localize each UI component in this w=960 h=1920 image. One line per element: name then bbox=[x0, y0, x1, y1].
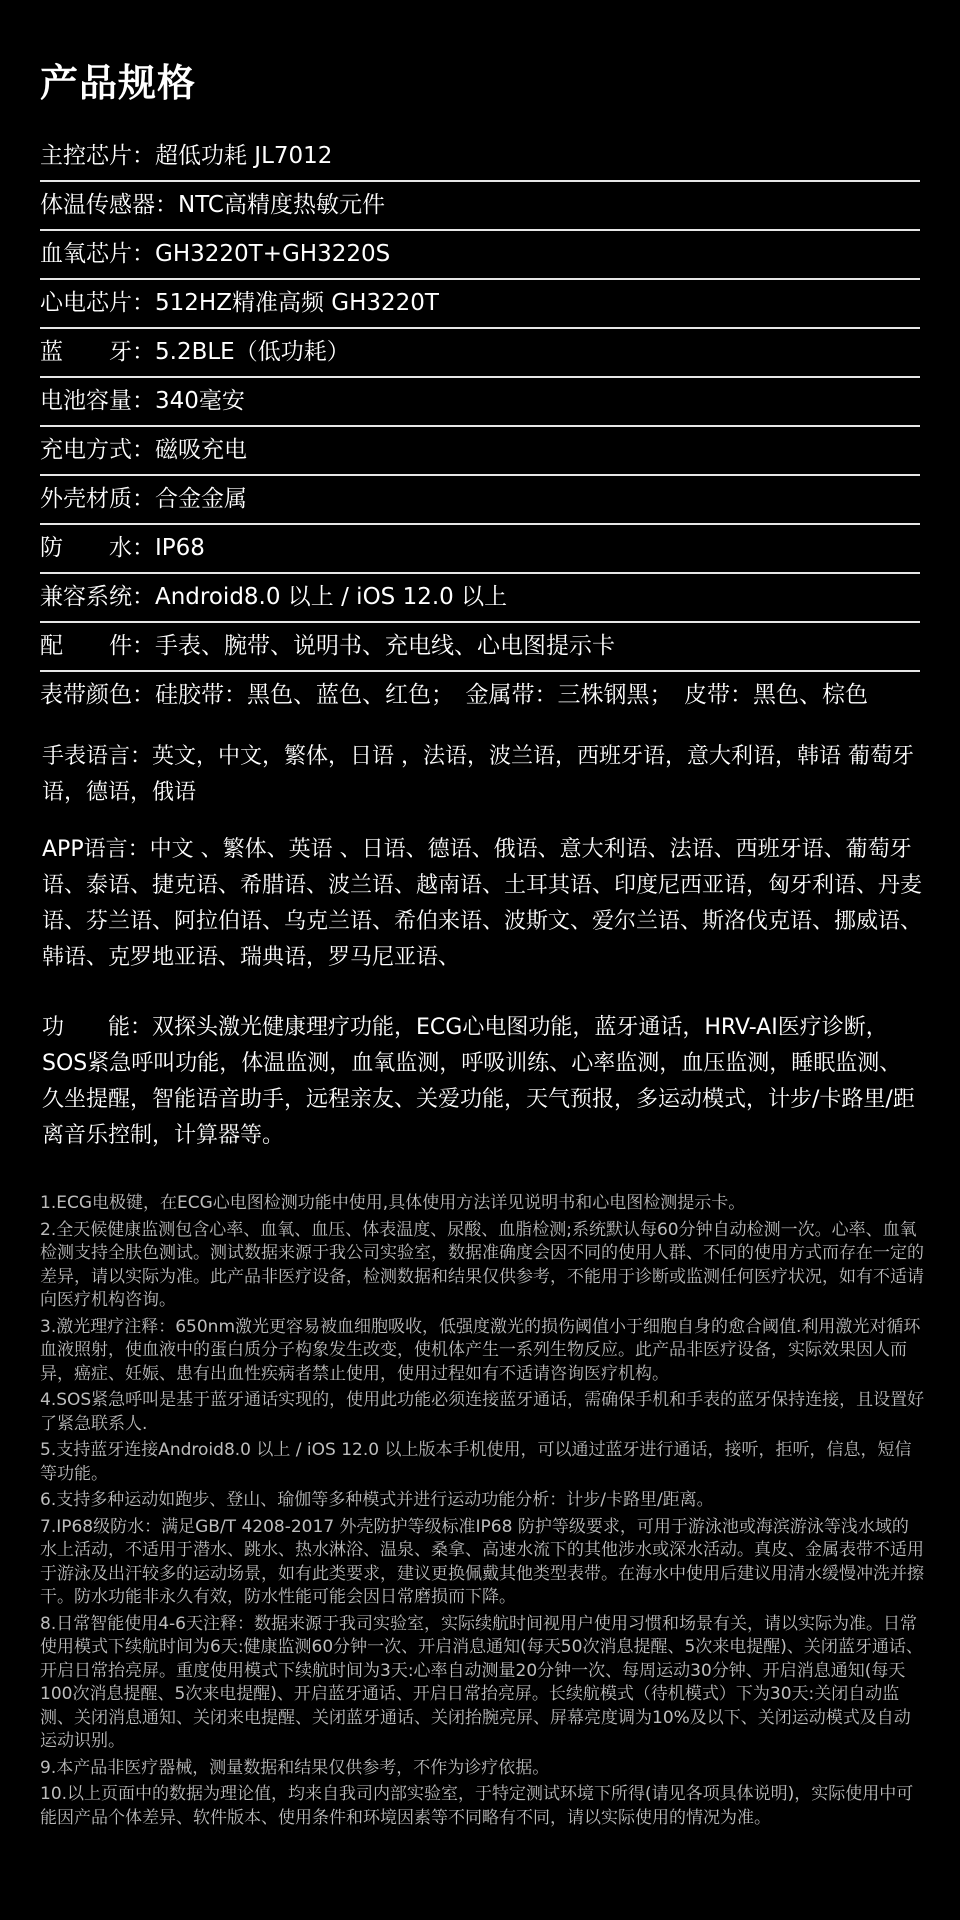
spec-row bbox=[40, 280, 920, 329]
spec-value: 5.2BLE（低功耗） bbox=[155, 339, 350, 365]
spec-label: 血氧芯片： bbox=[40, 241, 155, 267]
footnotes bbox=[40, 1192, 925, 1833]
spec-label: 配 件： bbox=[40, 633, 155, 659]
spec-label: 电池容量： bbox=[40, 388, 155, 414]
app-language-label: APP语言： bbox=[42, 837, 150, 862]
spec-row bbox=[40, 231, 920, 280]
app-language-value: 中文 、繁体、英语 、日语、德语、俄语、意大利语、法语、西班牙语、葡萄牙语、泰语、捷克语、希腊语、波兰语、越南语、土耳其语、印度尼西亚语，匈牙利语、丹麦语、芬兰语、阿拉伯语、乌克兰语、希伯来语、波斯文、爱尔兰语、斯洛伐克语、挪威语、韩语、克罗地亚语、瑞典语，罗马尼亚语、 bbox=[42, 837, 923, 970]
spec-row bbox=[40, 525, 920, 574]
spec-value: Android8.0 以上 / iOS 12.0 以上 bbox=[155, 584, 508, 610]
spec-value: 磁吸充电 bbox=[155, 437, 247, 463]
spec-label: 兼容系统： bbox=[40, 584, 155, 610]
spec-row bbox=[40, 329, 920, 378]
spec-label: 蓝 牙： bbox=[40, 339, 155, 365]
spec-row bbox=[40, 427, 920, 476]
watch-language-value: 英文，中文，繁体，日语 ，法语，波兰语，西班牙语，意大利语，韩语 葡萄牙语，德语，俄语 bbox=[42, 744, 915, 805]
spec-label: 表带颜色： bbox=[40, 682, 155, 708]
functions-label: 功 能： bbox=[42, 1015, 153, 1040]
spec-value: 340毫安 bbox=[155, 388, 245, 414]
functions-value: 双探头激光健康理疗功能，ECG心电图功能，蓝牙通话，HRV-AI医疗诊断，SOS紧急呼叫功能，体温监测，血氧监测，呼吸训练、心率监测，血压监测，睡眠监测、久坐提醒，智能语音助手，远程亲友、关爱功能，天气预报，多运动模式，计步/卡路里/距离音乐控制，计算器等。 bbox=[42, 1015, 915, 1148]
footnote: 7.IP68级防水：满足GB/T 4208-2017 外壳防护等级标准IP68 防护等级要求，可用于游泳池或海滨游泳等浅水域的水上活动，不适用于潜水、跳水、热水淋浴、温泉、桑拿、高速水流下的其他涉水或深水活动。真皮、金属表带不适用于游泳及出汗较多的运动场景，如有此类要求，建议更换佩戴其他类型表带。在海水中使用后建议用清水缓慢冲洗并擦干。防水功能非永久有效，防水性能可能会因日常磨损而下降。 bbox=[40, 1516, 924, 1607]
page-title: 产品规格 bbox=[40, 61, 197, 105]
footnote: 2.全天候健康监测包含心率、血氧、血压、体表温度、尿酸、血脂检测;系统默认每60分钟自动检测一次。心率、血氧检测支持全肤色测试。测试数据来源于我公司实验室，数据准确度会因不同的使用人群、不同的使用方式而存在一定的差异，请以实际为准。此产品非医疗设备，检测数据和结果仅供参考，不能用于诊断或监测任何医疗状况，如有不适请向医疗机构咨询。 bbox=[40, 1219, 924, 1310]
footnote: 1.ECG电极键，在ECG心电图检测功能中使用,具体使用方法详见说明书和心电图检测提示卡。 bbox=[40, 1193, 746, 1213]
spec-value: GH3220T+GH3220S bbox=[155, 241, 391, 267]
spec-row bbox=[40, 672, 920, 719]
spec-row bbox=[40, 574, 920, 623]
footnote: 9.本产品非医疗器械，测量数据和结果仅供参考，不作为诊疗依据。 bbox=[40, 1757, 550, 1778]
spec-label: 防 水： bbox=[40, 535, 155, 561]
footnote: 3.激光理疗注释：650nm激光更容易被血细胞吸收，低强度激光的损伤阈值小于细胞自身的愈合阈值.利用激光对循环血液照射，使血液中的蛋白质分子构象发生改变，使机体产生一系列生物反应。此产品非医疗设备，实际效果因人而异，癌症、妊娠、患有出血性疾病者禁止使用，使用过程如有不适请咨询医疗机构。 bbox=[40, 1316, 921, 1384]
spec-value: 硅胶带：黑色、蓝色、红色； 金属带：三株钢黑； 皮带：黑色、棕色 bbox=[155, 682, 868, 708]
spec-value: 超低功耗 JL7012 bbox=[155, 143, 333, 169]
app-language-section bbox=[42, 832, 922, 976]
footnote: 8.日常智能使用4-6天注释：数据来源于我司实验室，实际续航时间视用户使用习惯和场景有关，请以实际为准。日常使用模式下续航时间为6天:健康监测60分钟一次、开启消息通知(每天50次消息提醒、5次来电提醒)、关闭蓝牙通话、开启日常抬亮屏。重度使用模式下续航时间为3天:心率自动测量20分钟一次、每周运动30分钟、开启消息通知(每天100次消息提醒、5次来电提醒)、开启蓝牙通话、开启日常抬亮屏。长续航模式（待机模式）下为30天:关闭自动监测、关闭消息通知、关闭来电提醒、关闭蓝牙通话、关闭抬腕亮屏、屏幕亮度调为10%及以下、关闭运动模式及自动运动识别。 bbox=[40, 1613, 923, 1751]
watch-language-section bbox=[42, 739, 922, 811]
footnote: 4.SOS紧急呼叫是基于蓝牙通话实现的，使用此功能必须连接蓝牙通话，需确保手机和手表的蓝牙保持连接，且设置好了紧急联系人. bbox=[40, 1390, 925, 1434]
spec-label: 体温传感器： bbox=[40, 192, 178, 218]
functions-section bbox=[42, 1010, 922, 1154]
spec-label: 心电芯片： bbox=[40, 290, 155, 316]
spec-value: 512HZ精准高频 GH3220T bbox=[155, 290, 439, 316]
spec-row bbox=[40, 182, 920, 231]
spec-value: 合金金属 bbox=[155, 486, 247, 512]
spec-table bbox=[40, 133, 920, 719]
footnote: 5.支持蓝牙连接Android8.0 以上 / iOS 12.0 以上版本手机使用，可以通过蓝牙进行通话，接听，拒听，信息，短信等功能。 bbox=[40, 1440, 912, 1484]
spec-value: 手表、腕带、说明书、充电线、心电图提示卡 bbox=[155, 633, 615, 659]
spec-row bbox=[40, 476, 920, 525]
spec-value: NTC高精度热敏元件 bbox=[178, 192, 385, 218]
spec-value: IP68 bbox=[155, 535, 205, 561]
spec-label: 主控芯片： bbox=[40, 143, 155, 169]
spec-row bbox=[40, 378, 920, 427]
spec-row bbox=[40, 623, 920, 672]
footnote: 6.支持多种运动如跑步、登山、瑜伽等多种模式并进行运动功能分析：计步/卡路里/距离。 bbox=[40, 1490, 714, 1510]
footnote: 10.以上页面中的数据为理论值，均来自我司内部实验室，于特定测试环境下所得(请见各项具体说明)，实际使用中可能因产品个体差异、软件版本、使用条件和环境因素等不同略有不同，请以实际使用的情况为准。 bbox=[40, 1784, 914, 1828]
spec-row bbox=[40, 133, 920, 182]
spec-label: 外壳材质： bbox=[40, 486, 155, 512]
spec-label: 充电方式： bbox=[40, 437, 155, 463]
watch-language-label: 手表语言： bbox=[42, 744, 153, 769]
